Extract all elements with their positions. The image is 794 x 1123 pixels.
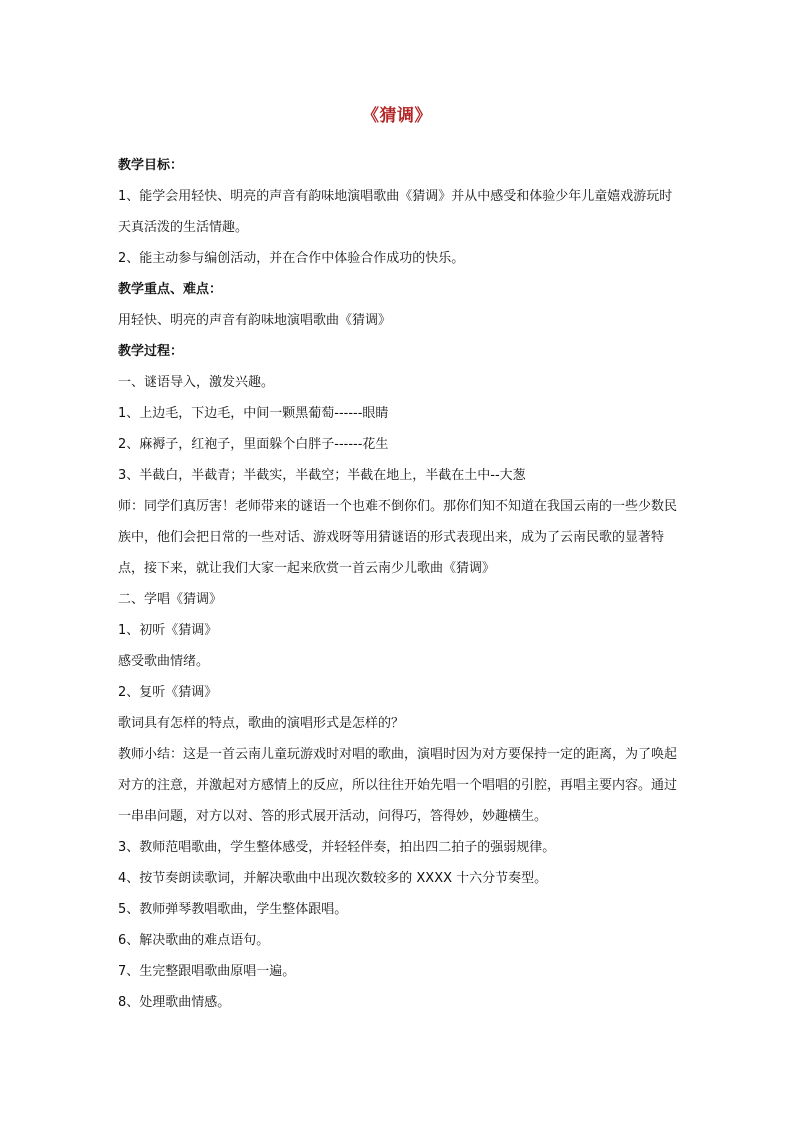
- paragraph-line: 8、处理歌曲情感。: [118, 995, 231, 1010]
- paragraph-line: 1、能学会用轻快、明亮的声音有韵味地演唱歌曲《猜调》并从中感受和体验少年儿童嬉戏游玩时天真活泼的生活情趣。: [118, 189, 673, 235]
- paragraph-line: 用轻快、明亮的声音有韵味地演唱歌曲《猜调》: [118, 313, 392, 328]
- paragraph-line: 7、生完整跟唱歌曲原唱一遍。: [118, 964, 296, 979]
- paragraph-line: 2、能主动参与编创活动，并在合作中体验合作成功的快乐。: [118, 251, 465, 266]
- paragraph-line: 感受歌曲情绪。: [118, 654, 210, 669]
- paragraph-line: 教师小结：这是一首云南儿童玩游戏时对唱的歌曲，演唱时因为对方要保持一定的距离，为了唤起对方的注意，并激起对方感情上的反应，所以往往开始先唱一个唱唱的引腔，再唱主要内容。通过一串串问题，对方以对、答的形式展开活动，问得巧，答得妙，妙趣横生。: [118, 747, 678, 824]
- paragraph-line: 2、复听《猜调》: [118, 685, 218, 700]
- paragraph-line: 师：同学们真厉害！老师带来的谜语一个也难不倒你们。那你们知不知道在我国云南的一些少数民族中，他们会把日常的一些对话、游戏呀等用猜谜语的形式表现出来，成为了云南民歌的显著特点，接下来，就让我们大家一起来欣赏一首云南少儿歌曲《猜调》: [118, 499, 678, 576]
- section-heading: 教学过程：: [118, 344, 184, 359]
- paragraph-line: 3、半截白，半截青；半截实，半截空；半截在地上，半截在土中--大葱: [118, 468, 526, 483]
- paragraph-line: 歌词具有怎样的特点，歌曲的演唱形式是怎样的？: [118, 716, 405, 731]
- paragraph-line: 2、麻褥子，红袍子，里面躲个白胖子------花生: [118, 437, 389, 452]
- paragraph-line: 一、谜语导入，激发兴趣。: [118, 375, 275, 390]
- paragraph-line: 4、按节奏朗读歌词，并解决歌曲中出现次数较多的 XXXX 十六分节奏型。: [118, 871, 548, 886]
- section-heading: 教学目标：: [118, 158, 184, 173]
- document-title: 《猜调》: [362, 106, 432, 126]
- paragraph-line: 1、初听《猜调》: [118, 623, 218, 638]
- paragraph-line: 5、教师弹琴教唱歌曲，学生整体跟唱。: [118, 902, 348, 917]
- section-heading: 教学重点、难点：: [118, 282, 223, 297]
- paragraph-line: 1、上边毛，下边毛，中间一颗黑葡萄------眼睛: [118, 406, 389, 421]
- paragraph-line: 二、学唱《猜调》: [118, 592, 223, 607]
- document-body: [118, 150, 678, 1018]
- paragraph-line: 6、解决歌曲的难点语句。: [118, 933, 270, 948]
- paragraph-line: 3、教师范唱歌曲，学生整体感受，并轻轻伴奏，拍出四二拍子的强弱规律。: [118, 840, 556, 855]
